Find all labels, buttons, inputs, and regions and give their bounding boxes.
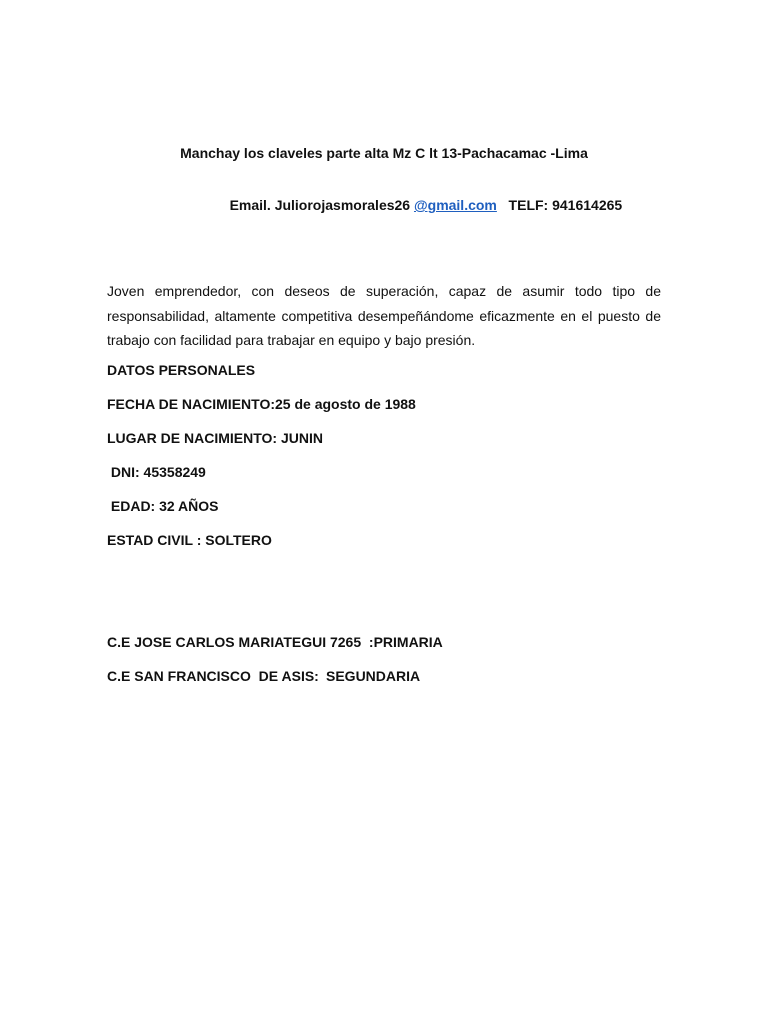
birth-date: FECHA DE NACIMIENTO:25 de agosto de 1988	[107, 396, 416, 412]
contact-line	[214, 178, 622, 232]
education-primary: C.E JOSE CARLOS MARIATEGUI 7265 :PRIMARIA	[107, 634, 443, 650]
personal-data-heading: DATOS PERSONALES	[107, 362, 256, 378]
dni: DNI: 45358249	[107, 464, 206, 480]
birth-place: LUGAR DE NACIMIENTO: JUNIN	[107, 430, 323, 446]
email-link[interactable]: @gmail.com	[413, 197, 497, 213]
age: EDAD: 32 AÑOS	[107, 498, 219, 514]
address-line: Manchay los claveles parte alta Mz C lt 13-Pachacamac -Lima	[180, 145, 588, 161]
education-secondary-school: C.E SAN FRANCISCO DE ASIS:	[107, 668, 319, 684]
education-secondary-level: SEGUNDARIA	[326, 668, 421, 684]
phone-number: TELF: 941614265	[496, 197, 623, 213]
email-label: Email. Juliorojasmorales26	[229, 197, 414, 213]
civil-status: ESTAD CIVIL : SOLTERO	[107, 532, 272, 548]
profile-summary: Joven emprendedor, con deseos de superación, capaz de asumir todo tipo de responsabilidad, altamente competitiva desempeñándome eficazmente en el puesto de trabajo con facilidad para trabajar en equipo y bajo presión.	[107, 283, 661, 348]
